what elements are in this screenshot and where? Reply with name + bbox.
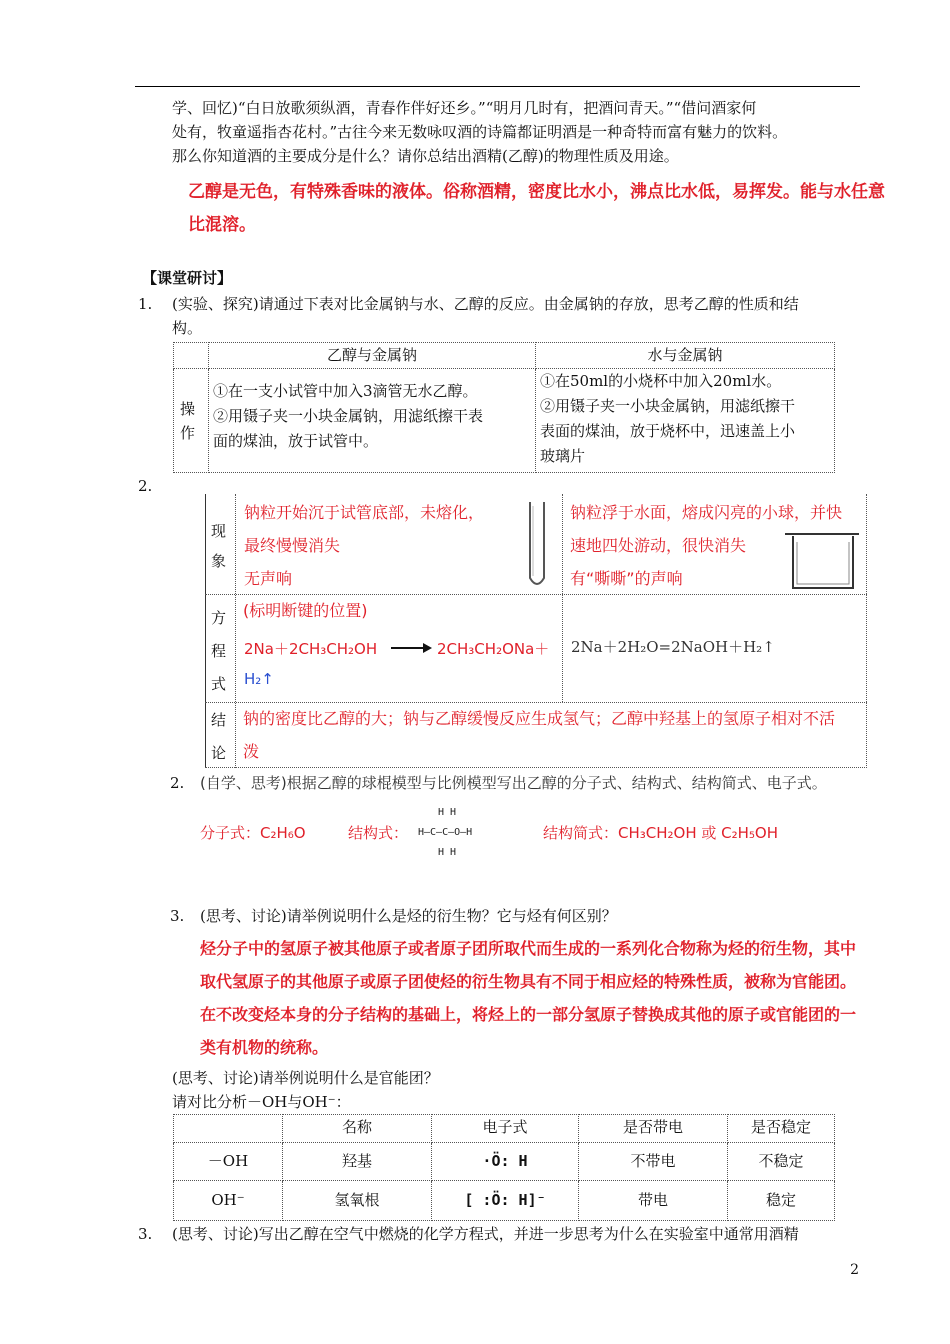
cell-formula: OH⁻ [174, 1181, 283, 1221]
cell-line: ②用镊子夹一小块金属钠，用滤纸擦干表 [213, 407, 484, 425]
q5-text: (思考、讨论)写出乙醇在空气中燃烧的化学方程式，并进一步思考为什么在实验室中通常用酒精 [172, 1225, 799, 1243]
table-corner [174, 343, 209, 369]
equation-ethanol-reactants: 2Na＋2CH₃CH₂OH [244, 640, 378, 658]
operation-table [173, 342, 835, 473]
table-border [866, 494, 867, 768]
table-border [562, 494, 563, 702]
structural-formula-diagram: H H H—C—C—O—H H H [418, 807, 473, 858]
table-header: 是否稳定 [728, 1115, 835, 1143]
cell-water-operation [536, 369, 835, 473]
equation-ethanol-h2: H₂↑ [244, 670, 274, 688]
beaker-icon [779, 524, 863, 592]
cell-ethanol-operation [209, 369, 536, 473]
table-header: 电子式 [432, 1115, 579, 1143]
structural-formula-label: 结构式： [348, 824, 409, 842]
answer-line-1: 乙醇是无色，有特殊香味的液体。俗称酒精，密度比水小，沸点比水低，易挥发。能与水任意 [188, 182, 885, 202]
section-heading: 【课堂研讨】 [142, 269, 233, 287]
conclusion-text: 钠的密度比乙醇的大；钠与乙醇缓慢反应生成氢气；乙醇中羟基上的氢原子相对不活 泼 [243, 709, 836, 761]
q5-number: 3. [138, 1225, 153, 1243]
phenomenon-ethanol: 钠粒开始沉于试管底部，未熔化， 最终慢慢消失 无声响 [244, 503, 485, 588]
label-phenomenon: 现 象 [211, 522, 227, 570]
label-conclusion: 结 论 [211, 711, 227, 762]
equation-ethanol-products: 2CH₃CH₂ONa＋ [437, 640, 550, 658]
q3-text: (思考、讨论)请举例说明什么是烃的衍生物？它与烃有何区别？ [200, 907, 617, 925]
cell-electron-formula: [ :Ö: H]⁻ [432, 1181, 579, 1221]
q4-line-2: 请对比分析－OH与OH⁻： [172, 1093, 351, 1111]
cell-electron-formula: ·Ö: H [432, 1143, 579, 1181]
cell-line: 玻璃片 [540, 447, 586, 465]
cell-name: 羟基 [283, 1143, 432, 1181]
table-header-ethanol: 乙醇与金属钠 [209, 343, 536, 369]
table-header [174, 1115, 283, 1143]
answer-line-2: 比混溶。 [188, 215, 256, 235]
row-label-operation: 操作 [174, 369, 209, 473]
cell-line: ①在50ml的小烧杯中加入20ml水。 [540, 372, 782, 390]
q3-answer: 烃分子中的氢原子被其他原子或者原子团所取代而生成的一系列化合物称为烃的衍生物，其中 取代氢原子的其他原子或原子团使烃的衍生物具有不同于相应烃的特殊性质，被称为官能团。 在不改变烃本身的分子结构的基础上，将烃上的一部分氢原子替换成其他的原子或官能团的一 类有机物的统称。 [200, 939, 857, 1057]
intro-line-1: 学、回忆)“白日放歌须纵酒，青春作伴好还乡。”“明月几时有，把酒问青天。”“借问酒家何 [172, 99, 757, 117]
q3-number: 3. [170, 907, 185, 925]
q2-number: 2. [138, 477, 153, 495]
intro-line-3: 那么你知道酒的主要成分是什么？请你总结出酒精(乙醇)的物理性质及用途。 [172, 147, 679, 165]
oh-comparison-table [173, 1114, 835, 1221]
test-tube-icon [525, 500, 549, 592]
molecular-formula: 分子式：C₂H₆O [200, 824, 306, 842]
table-row [174, 1143, 835, 1181]
table-row [174, 1181, 835, 1221]
q1-number: 1. [138, 295, 153, 313]
reaction-arrow-icon [391, 642, 433, 654]
equation-water: 2Na＋2H₂O=2NaOH＋H₂↑ [571, 638, 775, 656]
q1-text-1: (实验、探究)请通过下表对比金属钠与水、乙醇的反应。由金属钠的存放，思考乙醇的性质和结 [172, 295, 799, 313]
cell-stable: 不稳定 [728, 1143, 835, 1181]
table-header: 名称 [283, 1115, 432, 1143]
cell-line: 表面的煤油，放于烧杯中，迅速盖上小 [540, 422, 796, 440]
cell-line: ①在一支小试管中加入3滴管无水乙醇。 [213, 382, 478, 400]
cell-line: ②用镊子夹一小块金属钠，用滤纸擦干 [540, 397, 796, 415]
page-number: 2 [850, 1262, 859, 1278]
phenomenon-water: 钠粒浮于水面，熔成闪亮的小球，并快 速地四处游动，很快消失 有“嘶嘶”的声响 [570, 503, 843, 588]
simple-formula: 结构简式：CH₃CH₂OH 或 C₂H₅OH [543, 824, 779, 842]
intro-line-2: 处有，牧童遥指杏花村。”古往今来无数咏叹酒的诗篇都证明酒是一种奇特而富有魅力的饮料。 [172, 123, 788, 141]
table-header: 是否带电 [579, 1115, 728, 1143]
cell-stable: 稳定 [728, 1181, 835, 1221]
table-header-water: 水与金属钠 [536, 343, 835, 369]
cell-name: 氢氧根 [283, 1181, 432, 1221]
q1-text-2: 构。 [172, 319, 203, 337]
table-border [205, 494, 206, 768]
header-rule [135, 86, 860, 87]
label-equation: 方 程 式 [211, 609, 227, 693]
cell-charged: 不带电 [579, 1143, 728, 1181]
cell-line: 面的煤油，放于试管中。 [213, 432, 379, 450]
q2b-number: 2. [170, 774, 185, 792]
q4-line-1: (思考、讨论)请举例说明什么是官能团？ [172, 1069, 439, 1087]
cell-formula: －OH [174, 1143, 283, 1181]
q2b-text: (自学、思考)根据乙醇的球棍模型与比例模型写出乙醇的分子式、结构式、结构简式、电子式。 [200, 774, 827, 792]
table-border [235, 494, 236, 768]
cell-charged: 带电 [579, 1181, 728, 1221]
equation-note: (标明断键的位置) [243, 601, 368, 620]
observation-table [205, 494, 867, 768]
